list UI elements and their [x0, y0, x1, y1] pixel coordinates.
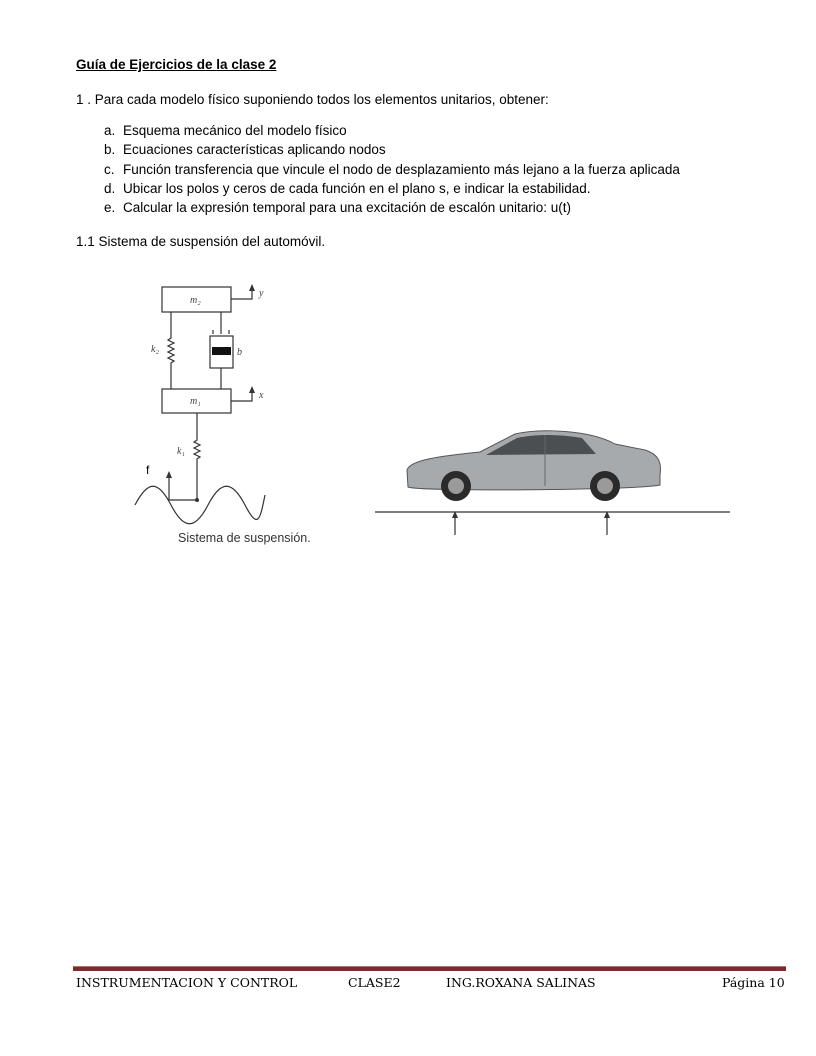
diagram-caption: Sistema de suspensión.	[178, 531, 311, 545]
rear-wheel-rim	[597, 478, 613, 494]
road-wave	[135, 486, 265, 524]
footer-course: INSTRUMENTACION Y CONTROL	[76, 975, 298, 990]
x-arrow	[231, 392, 252, 401]
page-title: Guía de Ejercicios de la clase 2	[76, 57, 277, 72]
intro-text: 1 . Para cada modelo físico suponiendo todos los elementos unitarios, obtener:	[76, 92, 549, 107]
label-m1: m₁	[190, 396, 201, 407]
damper-rod	[213, 312, 229, 334]
list-marker: a.	[104, 123, 116, 138]
footer-class: CLASE2	[348, 975, 401, 990]
damper-piston	[212, 347, 231, 355]
list-text: Calcular la expresión temporal para una excitación de escalón unitario: u(t)	[123, 200, 571, 215]
footer-author: ING.ROXANA SALINAS	[446, 975, 596, 990]
label-x: x	[259, 390, 264, 401]
front-wheel-rim	[448, 478, 464, 494]
footer-page-number: Página 10	[722, 975, 785, 990]
y-arrow	[231, 290, 252, 299]
x-arrowhead	[249, 386, 255, 393]
label-b: b	[237, 347, 242, 358]
force-arrowhead	[166, 471, 172, 478]
list-marker: c.	[104, 162, 115, 177]
force-arrow	[169, 478, 197, 500]
spring-k2	[168, 312, 174, 389]
label-k1: k₁	[177, 446, 185, 457]
label-y: y	[259, 288, 264, 299]
car-illustration	[407, 431, 660, 501]
label-m2: m₂	[190, 295, 201, 306]
list-text: Ubicar los polos y ceros de cada función en el plano s, e indicar la estabilidad.	[123, 181, 591, 196]
label-f: f	[146, 463, 150, 477]
list-marker: b.	[104, 142, 116, 157]
contact-point	[195, 498, 199, 502]
footer-rule	[73, 966, 786, 971]
list-text: Función transferencia que vincule el nodo de desplazamiento más lejano a la fuerza aplicada	[123, 162, 680, 177]
y-arrowhead	[249, 284, 255, 291]
label-k2: k₂	[151, 344, 159, 355]
list-marker: e.	[104, 200, 116, 215]
section-subtitle: 1.1 Sistema de suspensión del automóvil.	[76, 234, 326, 249]
list-marker: d.	[104, 181, 116, 196]
list-text: Ecuaciones características aplicando nodos	[123, 142, 386, 157]
list-text: Esquema mecánico del modelo físico	[123, 123, 347, 138]
spring-k1	[194, 413, 200, 500]
